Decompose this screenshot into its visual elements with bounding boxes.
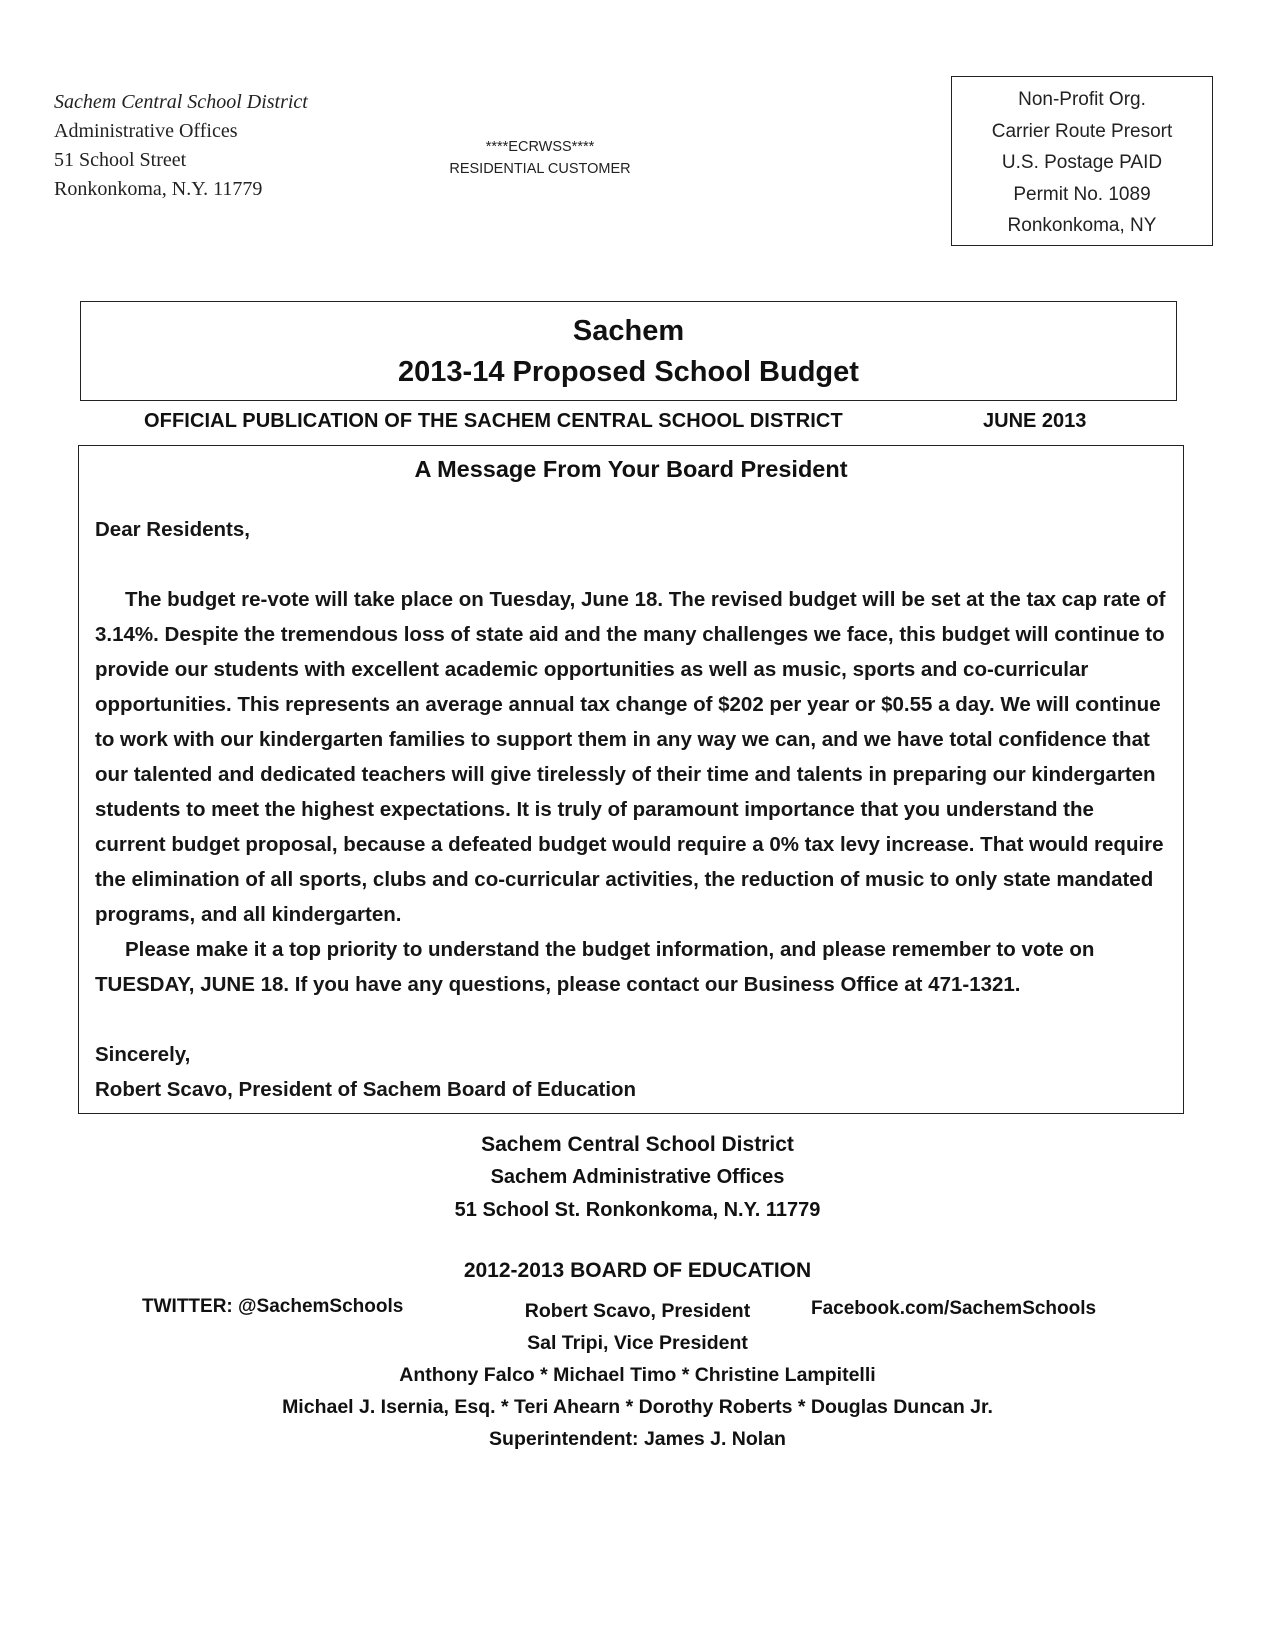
- postage-line: Carrier Route Presort: [991, 120, 1173, 142]
- return-street: 51 School Street: [54, 149, 187, 171]
- publication-label: OFFICIAL PUBLICATION OF THE SACHEM CENTRAL SCHOOL DISTRICT: [144, 410, 843, 432]
- postage-line: U.S. Postage PAID: [1001, 152, 1163, 173]
- board-members: [0, 1295, 1275, 1455]
- district-office: Sachem Administrative Offices: [490, 1166, 785, 1188]
- title-line-2: 2013-14 Proposed School Budget: [398, 356, 859, 388]
- board-member-line: Anthony Falco * Michael Timo * Christine Lampitelli: [399, 1364, 876, 1386]
- message-closing: Sincerely,: [95, 1043, 191, 1066]
- publication-date: JUNE 2013: [983, 410, 1087, 432]
- return-city: Ronkonkoma, N.Y. 11779: [54, 178, 263, 200]
- message-paragraph-1: The budget re-vote will take place on Tuesday, June 18. The revised budget will be set at the tax cap rate of 3.14%. Despite the tremendous loss of state aid and the many challenges we face, this budget will continue to provide our students with excellent academic opportunities as well as music, sports and co-curricular opportunities. This represents an average annual tax change of $202 per year or $0.55 a day. We will continue to work with our kindergarten families to support them in any way we can, and we have total confidence that our talented and dedicated teachers will give tirelessly of their time and talents in preparing our kindergarten students to meet the highest expectations. It is truly of paramount importance that you understand the current budget proposal, because a defeated budget would require a 0% tax levy increase. That would require the elimination of all sports, clubs and co-curricular activities, the reduction of music to only state mandated programs, and all kindergarten.: [95, 588, 1166, 926]
- mail-code: ****ECRWSS****: [485, 139, 595, 155]
- message-paragraph-2: Please make it a top priority to understand the budget information, and please remember to vote on TUESDAY, JUNE 18. If you have any questions, please contact our Business Office at 471-1321.: [95, 938, 1095, 996]
- title-box: [80, 301, 1177, 401]
- board-title: 2012-2013 BOARD OF EDUCATION: [463, 1259, 812, 1282]
- board-member-line: Sal Tripi, Vice President: [527, 1332, 748, 1354]
- message-body: [95, 512, 1167, 1107]
- district-address: 51 School St. Ronkonkoma, N.Y. 11779: [454, 1199, 821, 1221]
- board-member-line: Superintendent: James J. Nolan: [489, 1428, 786, 1450]
- twitter-handle: TWITTER: @SachemSchools: [142, 1296, 404, 1317]
- return-district: Sachem Central School District: [54, 91, 308, 113]
- board-member-line: Robert Scavo, President: [524, 1300, 751, 1322]
- return-office: Administrative Offices: [54, 120, 238, 142]
- facebook-link: Facebook.com/SachemSchools: [811, 1298, 1097, 1319]
- postage-line: Permit No. 1089: [1013, 183, 1151, 205]
- board-member-line: Michael J. Isernia, Esq. * Teri Ahearn * Dorothy Roberts * Douglas Duncan Jr.: [282, 1396, 993, 1418]
- postage-indicia: [951, 76, 1213, 246]
- district-info: [0, 1128, 1275, 1227]
- message-signature: Robert Scavo, President of Sachem Board of Education: [95, 1078, 637, 1101]
- mail-code-block: [420, 136, 660, 180]
- district-name: Sachem Central School District: [481, 1133, 794, 1156]
- mail-recipient: RESIDENTIAL CUSTOMER: [449, 161, 631, 177]
- postage-line: Non-Profit Org.: [1018, 89, 1146, 110]
- message-box: [78, 445, 1184, 1114]
- title-line-1: Sachem: [572, 315, 685, 347]
- return-address: [54, 88, 308, 204]
- message-greeting: Dear Residents,: [95, 518, 250, 541]
- postage-line: Ronkonkoma, NY: [1007, 215, 1157, 236]
- message-heading: A Message From Your Board President: [414, 456, 848, 482]
